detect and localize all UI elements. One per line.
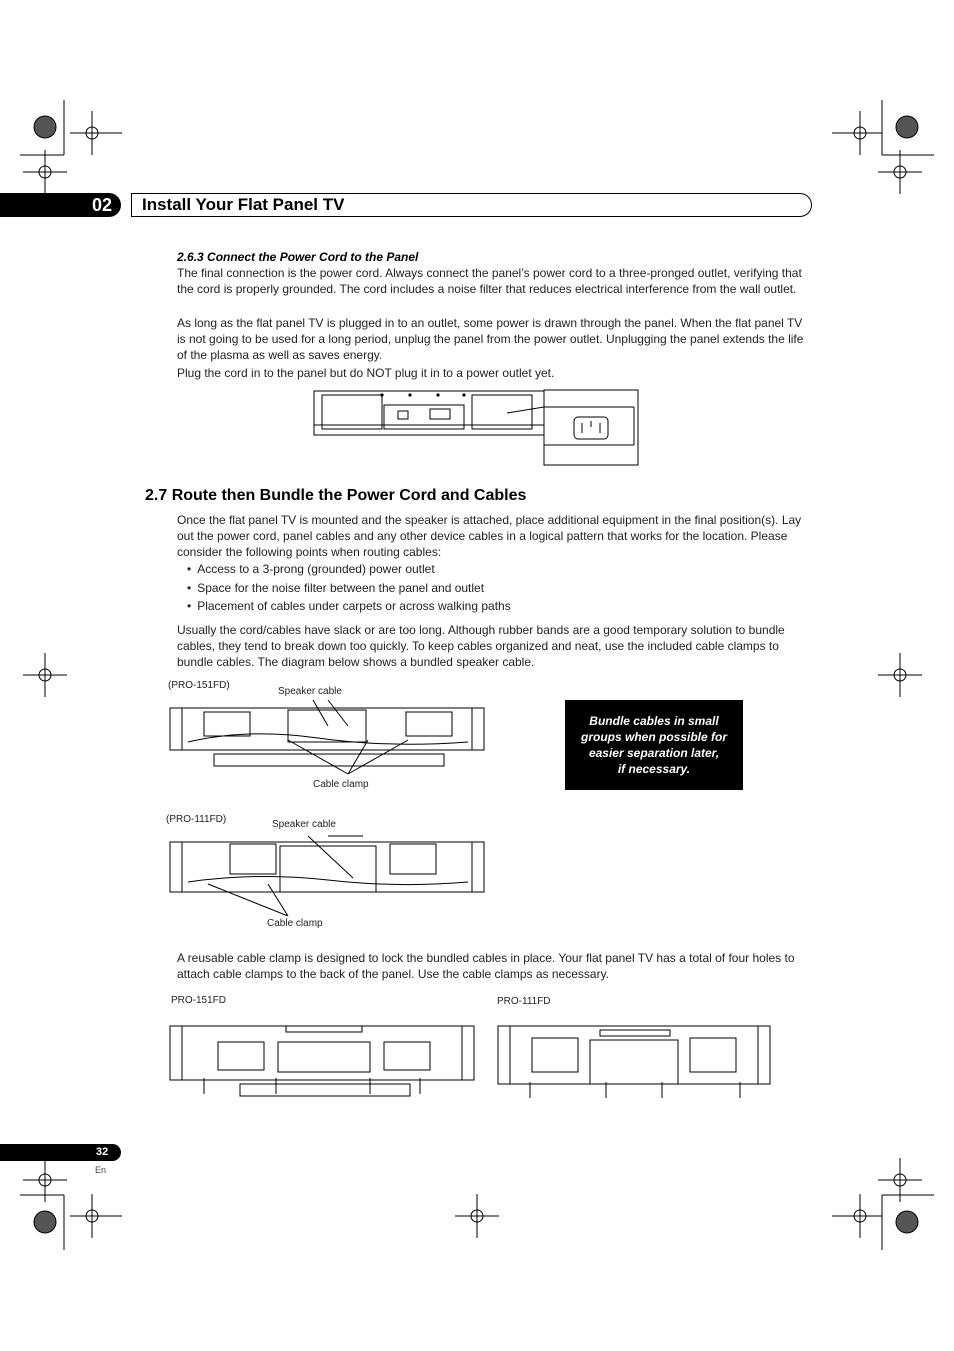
paragraph-power-cord: The final connection is the power cord. Always connect the panel’s power cord to a three-pronged outlet, verifying that the cord is properly grounded. The cord includes a noise filter that reduces electrical interference from the wall outlet.	[177, 266, 802, 296]
chapter-title: Install Your Flat Panel TV	[142, 195, 345, 214]
callout-line: if necessary.	[617, 762, 691, 776]
bullet-item: • Access to a 3-prong (grounded) power outlet	[187, 561, 435, 577]
cable-clamp-label: Cable clamp	[313, 779, 369, 790]
pro111fd-clamp-holes-diagram	[496, 1022, 774, 1104]
paragraph-bundle: Usually the cord/cables have slack or are too long. Although rubber bands are a good temporary solution to bundle cables, they tend to break down too quickly. To keep cables organized and neat, use the included cable clamps to bundle cables. The diagram below shows a bundled speaker cable.	[177, 623, 785, 669]
figure-model-label: (PRO-111FD)	[166, 814, 227, 825]
figure-model-label: PRO-151FD	[171, 995, 227, 1006]
tip-callout	[565, 700, 743, 790]
page-number: 32	[95, 1146, 109, 1158]
paragraph-plug-note: Plug the cord in to the panel but do NOT plug it in to a power outlet yet.	[177, 366, 555, 380]
paragraph-unplug: As long as the flat panel TV is plugged in to an outlet, some power is drawn through the panel. When the flat panel TV is not going to be used for a long period, unplug the panel from the power outlet. Unplugging the panel extends the life of the plasma as well as saves energy.	[177, 316, 804, 362]
figure-model-label: (PRO-151FD)	[168, 680, 230, 691]
pro111fd-cable-diagram	[168, 832, 488, 916]
callout-line: groups when possible for	[580, 730, 727, 744]
page-language: En	[95, 1165, 107, 1175]
subsection-heading: 2.6.3 Connect the Power Cord to the Panel	[177, 250, 419, 264]
speaker-cable-label: Speaker cable	[272, 819, 336, 830]
callout-line: easier separation later,	[588, 746, 720, 760]
cable-clamp-label: Cable clamp	[267, 918, 323, 929]
paragraph-clamp-holes: A reusable cable clamp is designed to lock the bundled cables in place. Your flat panel TV has a total of four holes to attach cable clamps to the back of the panel. Use the cable clamps as necessary.	[177, 951, 795, 981]
section-heading: 2.7 Route then Bundle the Power Cord and Cables	[145, 487, 527, 504]
figure-model-label: PRO-111FD	[497, 996, 551, 1007]
pro151fd-clamp-holes-diagram	[168, 1020, 478, 1104]
chapter-number: 02	[91, 195, 113, 215]
bullet-item: • Placement of cables under carpets or across walking paths	[187, 598, 511, 614]
section-intro: Once the flat panel TV is mounted and the speaker is attached, place additional equipment in the final position(s). Lay out the power cord, panel cables and any other device cables in a logical pattern that works for the location. Please consider the following points when routing cables:	[177, 513, 802, 559]
pro151fd-cable-diagram	[168, 698, 488, 778]
speaker-cable-label: Speaker cable	[278, 686, 342, 697]
callout-line: Bundle cables in small	[589, 714, 719, 728]
power-connector-diagram	[312, 389, 640, 467]
bullet-item: • Space for the noise filter between the panel and outlet	[187, 580, 484, 596]
